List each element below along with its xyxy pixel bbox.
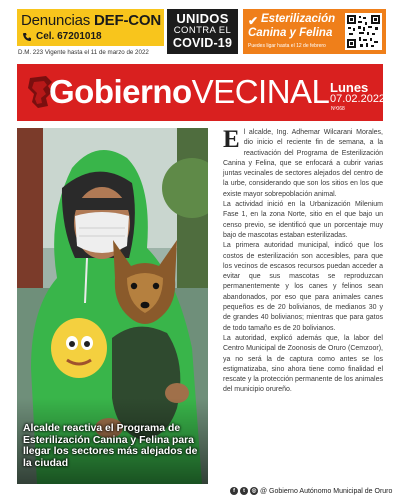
check-icon: ✔ [248,14,259,28]
article-paragraph-1: El alcalde, Ing. Adhemar Wilcarani Morales, dio inicio el reciente fin de semana, a la reactivación del Programa de Esterilización Canina y Felina, que se enfocará a cubrir varias juntas vecinales de sectores alejados del centro de la urbe, considerando que son los sitios en los que existe mayor sobrepoblación animal. [223,126,383,198]
covid-line3: COVID-19 [172,36,233,50]
sterilization-line1: Esterilización [261,13,336,25]
covid-line2: CONTRA EL [173,25,232,36]
covid-banner [167,9,238,54]
denuncias-title: Denuncias DEF-CON [21,12,161,29]
lead-photo [17,128,208,484]
article-paragraph-3: La primera autoridad municipal, indicó que los costos de esterilización son accesibles, para que los vecinos de escasos recursos puedan acceder a evitar que sus mascotas se reproduzcan permanentemente y los canes y felinos sean abandonados, por eso que para animales canes pequeños es de 20 bolivianos, de medianos 30 y de grandes 40 bolivianos; mientras que para gatos de todo tamaño es de 20 bolivianos. [223,242,383,332]
phone-icon [22,32,32,42]
twitter-icon[interactable]: t [240,487,248,495]
article-paragraph-4: La autoridad, explicó además que, la labor del Centro Municipal de Zoonosis de Oruro (Cemzoor), ya no será la de captura como antes se los estigmatizaba, sino ahora tiene como finalidad el rescate y la protección permanente de los animales del municipio orureño. [223,334,383,394]
issue-date: 07.02.2022 [330,93,386,105]
masthead-title: GobiernoVECINAL [49,73,330,110]
covid-line1: UNIDOS [176,11,229,26]
issue-number: Nº068 [331,106,345,112]
issue-day: Lunes [330,80,369,95]
phone-number: Cel. 67201018 [22,31,102,42]
facebook-icon[interactable]: f [230,487,238,495]
top-strip [0,0,400,60]
denuncias-banner [17,9,164,46]
footer-handle[interactable]: @ Gobierno Autónomo Municipal de Oruro [260,487,393,495]
decree-note: D.M. 223 Vigente hasta el 11 de marzo de 2022 [18,49,149,56]
drop-cap: E [223,126,240,153]
qr-code-icon[interactable] [345,13,382,50]
sterilization-note: Puedes ligar hasta el 12 de febrero [248,43,326,49]
sterilization-line2: Canina y Felina [248,27,333,39]
masthead [17,64,386,121]
footer-social [230,487,392,495]
photo-caption: Alcalde reactiva el Programa de Esterilización Canina y Felina para llegar los sectores más alejados de la ciudad [23,423,198,469]
instagram-icon[interactable]: ◎ [251,488,257,494]
article-paragraph-2: La actividad inició en la Urbanización Milenium Fase 1, en la zona Norte, sitio en el que bajo un censo previo, se identificó que un porcentaje muy bajo de mascotas estaban esterilizadas. [223,201,383,239]
article-body [223,128,383,484]
sterilization-banner [243,9,386,54]
